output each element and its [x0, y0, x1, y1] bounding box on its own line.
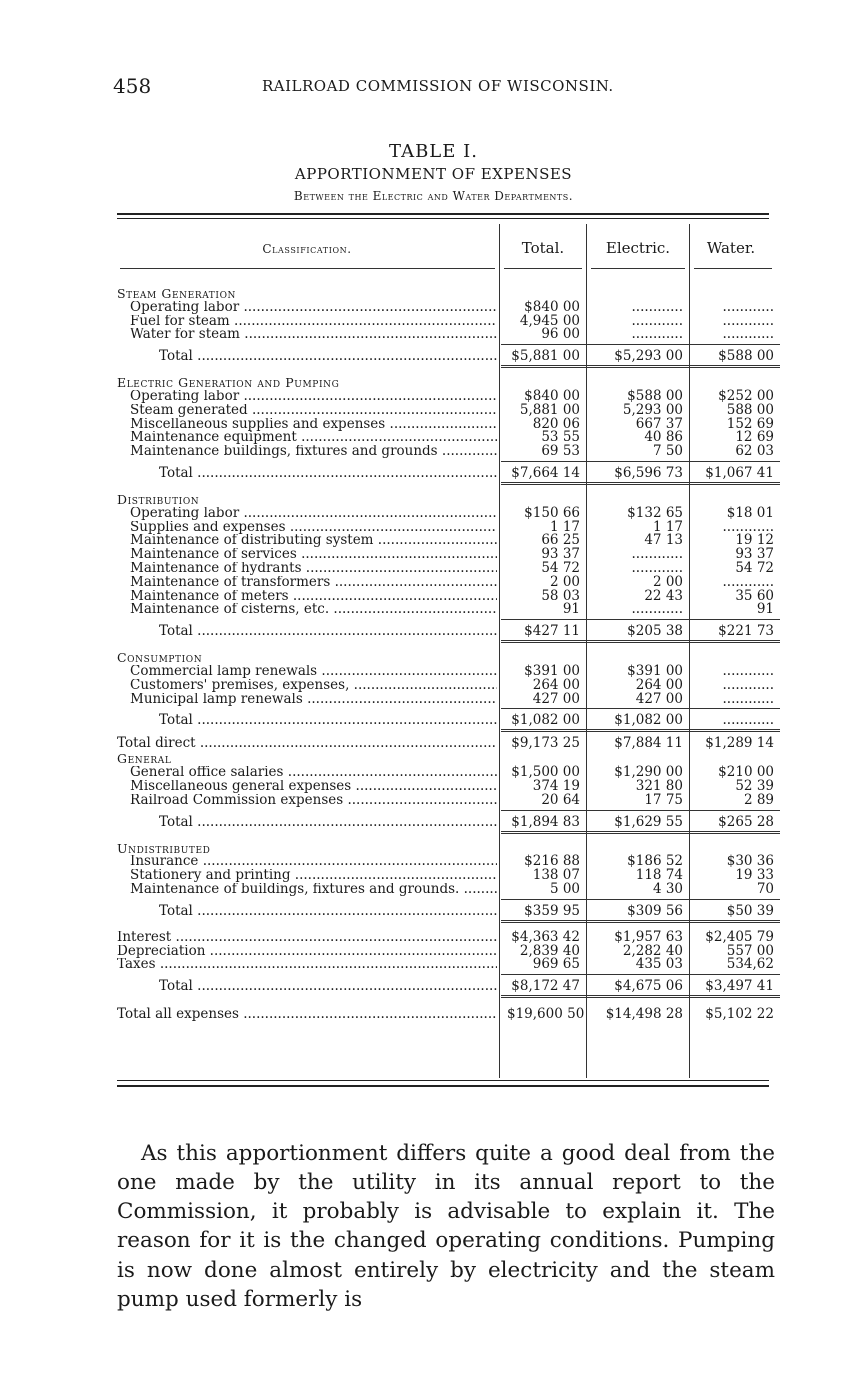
row-label: Stationery and printing .....: [130, 869, 497, 883]
cell-total: 96 00: [541, 326, 580, 343]
cell-electric: 321 80: [635, 777, 683, 794]
table-subtitle: APPORTIONMENT OF EXPENSES: [294, 165, 573, 183]
row-label: Operating labor .....: [130, 507, 497, 521]
table-row: [117, 690, 777, 707]
cell-electric: 1 17: [652, 518, 683, 535]
cell-water: 62 03: [735, 443, 774, 460]
cell-total: 5,881 00: [519, 401, 580, 418]
row-label: Total .....: [159, 342, 497, 370]
cell-water: $252 00: [718, 387, 774, 404]
cell-water: $210 00: [718, 764, 774, 781]
cell-electric: 40 86: [644, 429, 683, 446]
cell-total: 5 00: [549, 880, 580, 897]
cell-total: $840 00: [524, 298, 580, 315]
table-bottom-rule: [117, 1080, 769, 1081]
row-label: Municipal lamp renewals .....: [130, 693, 497, 707]
cell-water: 54 72: [735, 559, 774, 576]
cell-total: 2 00: [549, 573, 580, 590]
cell-total: $1,894 83: [507, 808, 580, 836]
cell-water: ............: [722, 312, 774, 329]
table-body: [117, 287, 777, 1028]
row-label: Maintenance of buildings, fixtures and grounds. .....: [130, 883, 497, 897]
cell-total: $840 00: [524, 387, 580, 404]
cell-electric: $5,293 00: [590, 342, 683, 370]
cell-electric: $1,290 00: [614, 764, 683, 781]
cell-electric: 264 00: [635, 676, 683, 693]
cell-total: 69 53: [541, 443, 580, 460]
row-label: Total all expenses .....: [117, 1000, 497, 1028]
header-classification: Classification.: [262, 242, 352, 256]
cell-water: $30 36: [726, 853, 774, 870]
cell-water: ............: [693, 706, 774, 734]
table-bottom-rule-2: [117, 1085, 769, 1087]
cell-total: $9,173 25: [511, 735, 580, 752]
row-label: Total .....: [159, 897, 497, 925]
row-label: Total .....: [159, 617, 497, 645]
row-label: Maintenance of meters .....: [130, 590, 497, 604]
cell-water: $3,497 41: [693, 972, 774, 1000]
cell-electric: 427 00: [635, 690, 683, 707]
row-label: Maintenance of cisterns, etc. .....: [130, 603, 497, 617]
cell-water: 534,62: [726, 956, 774, 973]
cell-total: $391 00: [524, 662, 580, 679]
table-total-row: [117, 459, 777, 487]
table-total-row: [117, 706, 777, 734]
cell-electric: ............: [631, 546, 683, 563]
row-label: Maintenance of services .....: [130, 548, 497, 562]
row-label: Miscellaneous supplies and expenses .....: [130, 418, 497, 432]
cell-total: 54 72: [541, 559, 580, 576]
cell-total: 374 19: [532, 777, 580, 794]
cell-total: 264 00: [532, 676, 580, 693]
table-top-rule-2: [117, 218, 769, 219]
table-total-row: [117, 972, 777, 1000]
row-label: Electric Generation and Pumping: [117, 376, 340, 390]
cell-electric: 2,282 40: [622, 942, 683, 959]
row-label: Maintenance of hydrants .....: [130, 562, 497, 576]
cell-electric: 17 75: [644, 791, 683, 808]
cell-electric: 118 74: [635, 867, 683, 884]
cell-electric: 4 30: [652, 880, 683, 897]
cell-total: 53 55: [541, 429, 580, 446]
cell-total: 4,945 00: [519, 312, 580, 329]
cell-water: 588 00: [726, 401, 774, 418]
cell-water: 19 12: [735, 532, 774, 549]
row-label: General: [117, 752, 172, 767]
row-label: Insurance .....: [130, 855, 497, 869]
cell-electric: ............: [631, 298, 683, 315]
cell-water: 557 00: [726, 942, 774, 959]
cell-electric: $205 38: [590, 617, 683, 645]
cell-water: 2 89: [743, 791, 774, 808]
cell-electric: $132 65: [627, 504, 683, 521]
cell-water: ............: [722, 518, 774, 535]
cell-electric: $186 52: [627, 853, 683, 870]
row-label: Supplies and expenses .....: [130, 521, 497, 535]
row-label: Maintenance of transformers .....: [130, 576, 497, 590]
row-label: Maintenance buildings, fixtures and grounds .....: [130, 445, 497, 459]
row-label: Interest .....: [117, 931, 497, 945]
cell-water: $1,289 14: [705, 735, 774, 752]
table-title: TABLE I.: [389, 141, 478, 162]
table-row: [117, 958, 777, 972]
row-label: Maintenance equipment .....: [130, 431, 497, 445]
cell-water: $2,405 79: [705, 928, 774, 945]
header-separator: [694, 268, 772, 269]
cell-total: $19,600 50: [507, 1006, 585, 1023]
page-number: 458: [113, 74, 152, 98]
row-label: Total .....: [159, 459, 497, 487]
cell-total: 91: [562, 601, 580, 618]
cell-total: 20 64: [541, 791, 580, 808]
header-total: Total.: [521, 239, 565, 257]
cell-water: 12 69: [735, 429, 774, 446]
table-row: [117, 734, 777, 752]
cell-electric: ............: [631, 601, 683, 618]
table-row: [117, 603, 777, 617]
cell-total: 1 17: [549, 518, 580, 535]
cell-electric: $4,675 06: [590, 972, 683, 1000]
cell-total: 2,839 40: [519, 942, 580, 959]
cell-electric: $391 00: [627, 662, 683, 679]
cell-water: $50 39: [693, 897, 774, 925]
cell-water: $265 28: [693, 808, 774, 836]
table-row: [117, 328, 777, 342]
row-label: Depreciation .....: [117, 945, 497, 959]
cell-electric: $14,498 28: [605, 1006, 683, 1023]
cell-electric: 5,293 00: [622, 401, 683, 418]
header-separator: [120, 268, 495, 269]
cell-total: 138 07: [532, 867, 580, 884]
row-label: Total .....: [159, 808, 497, 836]
cell-total: 93 37: [541, 546, 580, 563]
cell-electric: $588 00: [627, 387, 683, 404]
cell-water: 35 60: [735, 587, 774, 604]
cell-total: 427 00: [532, 690, 580, 707]
cell-water: $588 00: [693, 342, 774, 370]
row-label: Operating labor .....: [130, 390, 497, 404]
running-head: RAILROAD COMMISSION OF WISCONSIN.: [262, 77, 614, 95]
cell-electric: ............: [631, 326, 683, 343]
cell-electric: $1,082 00: [590, 706, 683, 734]
row-label: Consumption: [117, 651, 203, 665]
row-label: Taxes .....: [117, 958, 497, 972]
cell-total: $4,363 42: [511, 928, 580, 945]
row-label: General office salaries .....: [130, 766, 497, 780]
cell-total: $7,664 14: [507, 459, 580, 487]
cell-water: ............: [722, 298, 774, 315]
cell-total: $8,172 47: [507, 972, 580, 1000]
cell-water: $1,067 41: [693, 459, 774, 487]
cell-total: 820 06: [532, 415, 580, 432]
table-total-row: [117, 342, 777, 370]
cell-water: 93 37: [735, 546, 774, 563]
cell-electric: 435 03: [635, 956, 683, 973]
row-label: Commercial lamp renewals .....: [130, 665, 497, 679]
cell-water: 152 69: [726, 415, 774, 432]
table-row: [117, 1000, 777, 1028]
row-label: Undistributed: [117, 841, 211, 856]
row-label: Total .....: [159, 972, 497, 1000]
table-row: [117, 791, 777, 808]
cell-electric: $1,629 55: [590, 808, 683, 836]
cell-water: ............: [722, 326, 774, 343]
row-label: Water for steam .....: [130, 328, 497, 342]
table-top-rule: [117, 213, 769, 215]
cell-water: 52 39: [735, 777, 774, 794]
cell-water: ............: [722, 662, 774, 679]
row-label: Operating labor .....: [130, 301, 497, 315]
cell-electric: ............: [631, 559, 683, 576]
cell-electric: 667 37: [635, 415, 683, 432]
row-label: Fuel for steam .....: [130, 315, 497, 329]
cell-water: ............: [722, 573, 774, 590]
cell-total: $427 11: [507, 617, 580, 645]
header-electric: Electric.: [605, 239, 671, 257]
cell-water: $18 01: [726, 504, 774, 521]
cell-electric: 2 00: [652, 573, 683, 590]
cell-water: 19 33: [735, 867, 774, 884]
cell-water: ............: [722, 676, 774, 693]
table-total-row: [117, 897, 777, 925]
cell-electric: $7,884 11: [614, 735, 683, 752]
cell-water: 91: [756, 601, 774, 618]
table-caption: Between the Electric and Water Departments.: [293, 189, 574, 203]
cell-electric: 7 50: [652, 443, 683, 460]
cell-total: 66 25: [541, 532, 580, 549]
table-total-row: [117, 808, 777, 836]
row-label: Steam Generation: [117, 287, 237, 301]
header-separator: [504, 268, 582, 269]
cell-total: 969 65: [532, 956, 580, 973]
cell-total: $1,500 00: [511, 764, 580, 781]
row-label: Railroad Commission expenses .....: [130, 794, 497, 808]
cell-total: $216 88: [524, 853, 580, 870]
row-label: Customers' premises, expenses, .....: [130, 679, 497, 693]
cell-electric: 22 43: [644, 587, 683, 604]
cell-total: $5,881 00: [507, 342, 580, 370]
cell-total: 58 03: [541, 587, 580, 604]
row-label: Steam generated .....: [130, 404, 497, 418]
cell-total: $359 95: [507, 897, 580, 925]
body-paragraph: As this apportionment differs quite a good deal from the one made by the utility in its annual report to the Commission, it probably is advisable to explain it. The reason for it is the changed operating conditions. Pumping is now done almost entirely by electricity and the steam pump used formerly is: [117, 1140, 775, 1312]
cell-water: ............: [722, 690, 774, 707]
cell-total: $150 66: [524, 504, 580, 521]
table-row: [117, 445, 777, 459]
cell-water: 70: [756, 880, 774, 897]
row-label: Total direct .....: [117, 734, 497, 752]
header-separator: [591, 268, 685, 269]
row-label: Maintenance of distributing system .....: [130, 534, 497, 548]
cell-electric: $309 56: [590, 897, 683, 925]
cell-electric: $6,596 73: [590, 459, 683, 487]
cell-electric: 47 13: [644, 532, 683, 549]
row-label: Total .....: [159, 706, 497, 734]
table-total-row: [117, 617, 777, 645]
row-label: Miscellaneous general expenses .....: [130, 780, 497, 794]
cell-electric: ............: [631, 312, 683, 329]
cell-water: $5,102 22: [705, 1006, 774, 1023]
table-row: [117, 880, 777, 897]
header-water: Water.: [706, 239, 756, 257]
cell-total: $1,082 00: [507, 706, 580, 734]
row-label: Distribution: [117, 492, 200, 507]
cell-water: $221 73: [693, 617, 774, 645]
cell-electric: $1,957 63: [614, 928, 683, 945]
